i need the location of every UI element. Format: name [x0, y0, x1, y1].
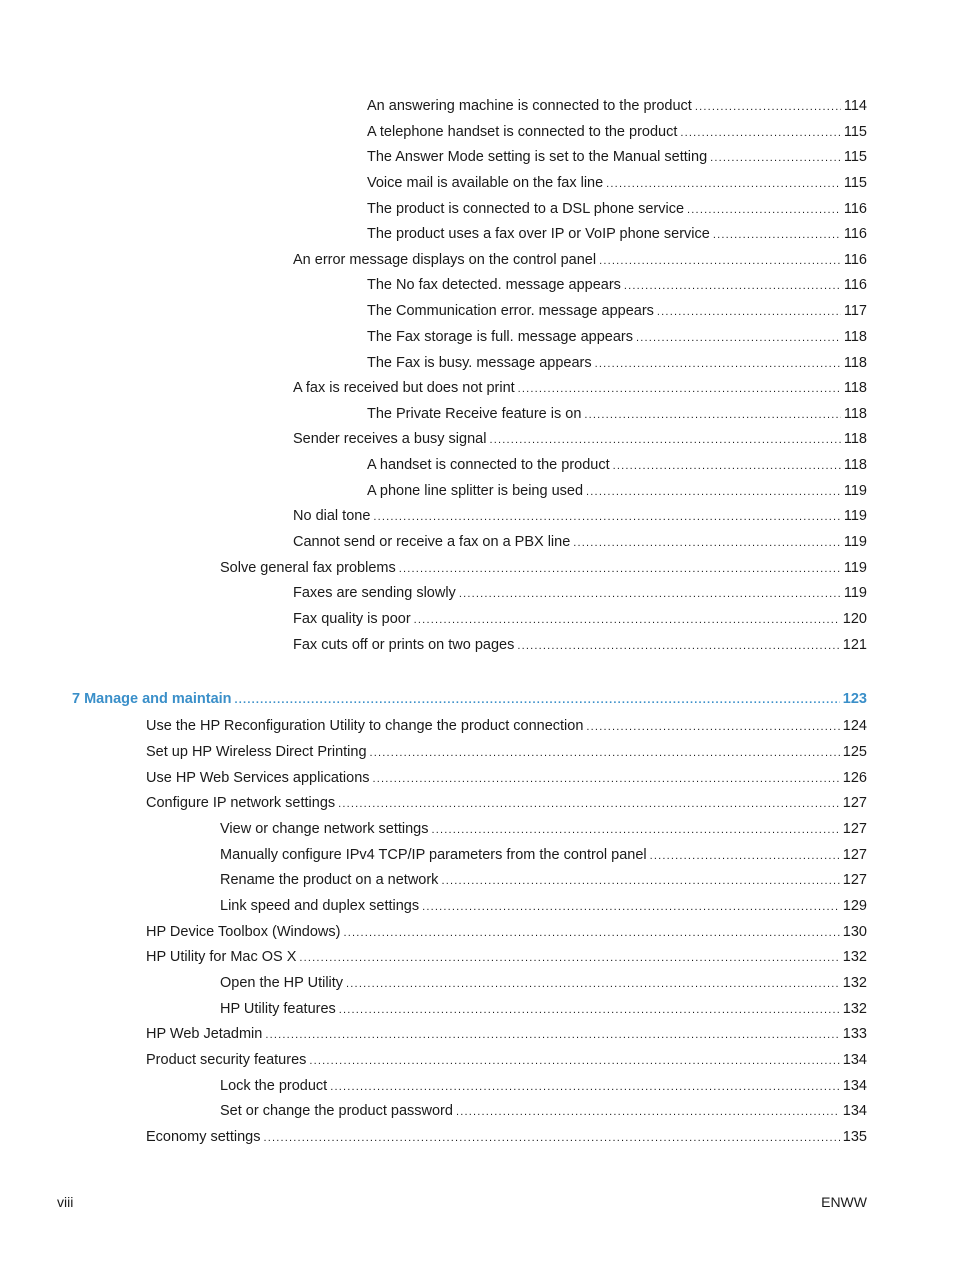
dot-leader: [346, 974, 840, 994]
dot-leader: [414, 610, 840, 630]
toc-entry[interactable]: [293, 429, 867, 449]
dot-leader: [265, 1025, 839, 1045]
toc-entry[interactable]: [146, 742, 867, 762]
dot-leader: [624, 276, 841, 296]
dot-leader: [399, 559, 841, 579]
toc-entry-page: 118: [843, 380, 867, 396]
footer-label: ENWW: [821, 1194, 867, 1210]
toc-entry-page: 134: [842, 1103, 867, 1119]
toc-entry[interactable]: [220, 973, 867, 993]
toc-entry-title: A telephone handset is connected to the product: [367, 124, 678, 140]
toc-entry[interactable]: [146, 768, 867, 788]
dot-leader: [343, 923, 839, 943]
toc-entry-title: Fax quality is poor: [293, 611, 411, 627]
dot-leader: [636, 328, 841, 348]
toc-entry-page: 119: [843, 508, 867, 524]
toc-entry-page: 135: [842, 1129, 867, 1145]
toc-chapter-heading[interactable]: [72, 689, 867, 709]
toc-entry-page: 134: [842, 1078, 867, 1094]
toc-entry[interactable]: [367, 224, 867, 244]
dot-leader: [373, 769, 840, 789]
toc-entry-page: 114: [843, 98, 867, 114]
dot-leader: [613, 456, 841, 476]
dot-leader: [459, 584, 841, 604]
toc-entry-page: 130: [842, 924, 867, 940]
toc-entry-page: 124: [842, 718, 867, 734]
toc-entry-title: The product is connected to a DSL phone service: [367, 201, 685, 217]
toc-entry[interactable]: [146, 1024, 867, 1044]
toc-entry-title: The Private Receive feature is on: [367, 406, 582, 422]
dot-leader: [584, 405, 840, 425]
toc-entry[interactable]: [146, 922, 867, 942]
toc-entry-page: 119: [843, 585, 867, 601]
toc-entry-page: 127: [842, 872, 867, 888]
toc-entry[interactable]: [220, 1101, 867, 1121]
dot-leader: [595, 354, 841, 374]
toc-entry[interactable]: [220, 870, 867, 890]
toc-entry-title: View or change network settings: [220, 821, 429, 837]
toc-entry-page: 120: [842, 611, 867, 627]
toc-entry-page: 119: [843, 560, 867, 576]
toc-entry-page: 129: [842, 898, 867, 914]
toc-entry-title: Manually configure IPv4 TCP/IP parameters from the control panel: [220, 847, 647, 863]
toc-entry-page: 118: [843, 457, 867, 473]
dot-leader: [695, 97, 841, 117]
toc-entry-page: 116: [843, 252, 867, 268]
dot-leader: [657, 302, 841, 322]
dot-leader: [586, 717, 839, 737]
toc-entry[interactable]: [367, 96, 867, 116]
toc-entry-title: No dial tone: [293, 508, 371, 524]
dot-leader: [650, 846, 840, 866]
toc-entry[interactable]: [367, 404, 867, 424]
toc-entry-title: Sender receives a busy signal: [293, 431, 487, 447]
toc-entry-title: Lock the product: [220, 1078, 328, 1094]
toc-entry-page: 117: [843, 303, 867, 319]
toc-entry-title: Cannot send or receive a fax on a PBX line: [293, 534, 571, 550]
toc-entry[interactable]: [293, 635, 867, 655]
dot-leader: [373, 507, 840, 527]
toc-entry[interactable]: [146, 947, 867, 967]
dot-leader: [599, 251, 841, 271]
dot-leader: [586, 482, 841, 502]
toc-entry-page: 115: [843, 124, 867, 140]
toc-entry-title: Link speed and duplex settings: [220, 898, 420, 914]
toc-entry-title: Use HP Web Services applications: [146, 770, 370, 786]
dot-leader: [299, 948, 839, 968]
toc-entry-title: The Communication error. message appears: [367, 303, 654, 319]
toc-entry-page: 121: [842, 637, 867, 653]
toc-entry[interactable]: [220, 999, 867, 1019]
toc-entry[interactable]: [146, 1127, 867, 1147]
toc-entry[interactable]: [293, 609, 867, 629]
toc-entry-title: Set or change the product password: [220, 1103, 453, 1119]
toc-entry-page: 118: [843, 431, 867, 447]
toc-entry-title: The No fax detected. message appears: [367, 277, 621, 293]
toc-entry-title: Configure IP network settings: [146, 795, 336, 811]
toc-entry[interactable]: [293, 250, 867, 270]
toc-entry[interactable]: [367, 122, 867, 142]
toc-entry-title: Faxes are sending slowly: [293, 585, 456, 601]
toc-entry-title: The product uses a fax over IP or VoIP phone service: [367, 226, 710, 242]
toc-entry-title: Product security features: [146, 1052, 307, 1068]
toc-entry-title: Set up HP Wireless Direct Printing: [146, 744, 367, 760]
toc-entry[interactable]: [367, 481, 867, 501]
chapter-title: 7 Manage and maintain: [72, 691, 232, 707]
toc-entry[interactable]: [293, 583, 867, 603]
toc-entry-page: 125: [842, 744, 867, 760]
toc-entry-title: Economy settings: [146, 1129, 261, 1145]
toc-entry-title: Solve general fax problems: [220, 560, 396, 576]
dot-leader: [713, 225, 841, 245]
dot-leader: [573, 533, 841, 553]
toc-entry-title: The Answer Mode setting is set to the Manual setting: [367, 149, 708, 165]
toc-entry[interactable]: [293, 532, 867, 552]
dot-leader: [235, 690, 840, 710]
dot-leader: [606, 174, 841, 194]
toc-entry[interactable]: [293, 378, 867, 398]
toc-entry-page: 119: [843, 483, 867, 499]
toc-entry[interactable]: [367, 301, 867, 321]
toc-entry-page: 116: [843, 277, 867, 293]
toc-entry-page: 127: [842, 795, 867, 811]
dot-leader: [518, 379, 841, 399]
toc-entry-title: An answering machine is connected to the product: [367, 98, 692, 114]
toc-entry-page: 133: [842, 1026, 867, 1042]
dot-leader: [687, 200, 841, 220]
toc-entry-title: Open the HP Utility: [220, 975, 344, 991]
toc-entry[interactable]: [367, 455, 867, 475]
toc-entry[interactable]: [367, 275, 867, 295]
toc-entry[interactable]: [367, 327, 867, 347]
toc-entry-page: 126: [842, 770, 867, 786]
toc-entry[interactable]: [367, 147, 867, 167]
toc-entry-title: The Fax is busy. message appears: [367, 355, 592, 371]
dot-leader: [456, 1102, 840, 1122]
dot-leader: [710, 148, 841, 168]
toc-entry-title: A fax is received but does not print: [293, 380, 515, 396]
toc-entry-title: The Fax storage is full. message appears: [367, 329, 633, 345]
toc-entry[interactable]: [220, 896, 867, 916]
dot-leader: [338, 794, 840, 814]
toc-entry-page: 132: [842, 1001, 867, 1017]
toc-entry[interactable]: [146, 1050, 867, 1070]
toc-entry-page: 134: [842, 1052, 867, 1068]
toc-entry-page: 127: [842, 847, 867, 863]
toc-entry[interactable]: [146, 793, 867, 813]
toc-entry[interactable]: [220, 1076, 867, 1096]
toc-entry-title: Voice mail is available on the fax line: [367, 175, 604, 191]
toc-entry-title: A phone line splitter is being used: [367, 483, 584, 499]
toc-entry-title: Fax cuts off or prints on two pages: [293, 637, 515, 653]
toc-entry-title: HP Utility features: [220, 1001, 336, 1017]
toc-entry-title: An error message displays on the control panel: [293, 252, 597, 268]
toc-entry-page: 132: [842, 949, 867, 965]
toc-entry-title: Use the HP Reconfiguration Utility to change the product connection: [146, 718, 584, 734]
dot-leader: [370, 743, 840, 763]
toc-entry-page: 118: [843, 329, 867, 345]
chapter-page: 123: [842, 691, 867, 707]
toc-entry[interactable]: [293, 506, 867, 526]
toc-entry[interactable]: [367, 353, 867, 373]
dot-leader: [680, 123, 841, 143]
toc-entry[interactable]: [220, 845, 867, 865]
dot-leader: [422, 897, 840, 917]
toc-entry-page: 118: [843, 355, 867, 371]
dot-leader: [263, 1128, 839, 1148]
toc-entry-page: 116: [843, 201, 867, 217]
toc-entry-page: 115: [843, 175, 867, 191]
toc-entry[interactable]: [367, 173, 867, 193]
toc-entry[interactable]: [220, 558, 867, 578]
toc-entry-page: 115: [843, 149, 867, 165]
toc-entry-page: 119: [843, 534, 867, 550]
footer-page-number: viii: [57, 1194, 74, 1210]
toc-entry-title: HP Device Toolbox (Windows): [146, 924, 341, 940]
toc-entry-page: 116: [843, 226, 867, 242]
dot-leader: [441, 871, 839, 891]
toc-entry-page: 127: [842, 821, 867, 837]
toc-entry-page: 118: [843, 406, 867, 422]
toc-entry-title: HP Utility for Mac OS X: [146, 949, 297, 965]
toc-entry[interactable]: [367, 199, 867, 219]
dot-leader: [517, 636, 839, 656]
dot-leader: [330, 1077, 840, 1097]
toc-entry-title: A handset is connected to the product: [367, 457, 610, 473]
dot-leader: [432, 820, 840, 840]
toc-entry[interactable]: [146, 716, 867, 736]
dot-leader: [339, 1000, 840, 1020]
toc-entry-page: 132: [842, 975, 867, 991]
dot-leader: [489, 430, 840, 450]
toc-entry[interactable]: [220, 819, 867, 839]
toc-entry-title: HP Web Jetadmin: [146, 1026, 263, 1042]
dot-leader: [309, 1051, 839, 1071]
toc-entry-title: Rename the product on a network: [220, 872, 439, 888]
